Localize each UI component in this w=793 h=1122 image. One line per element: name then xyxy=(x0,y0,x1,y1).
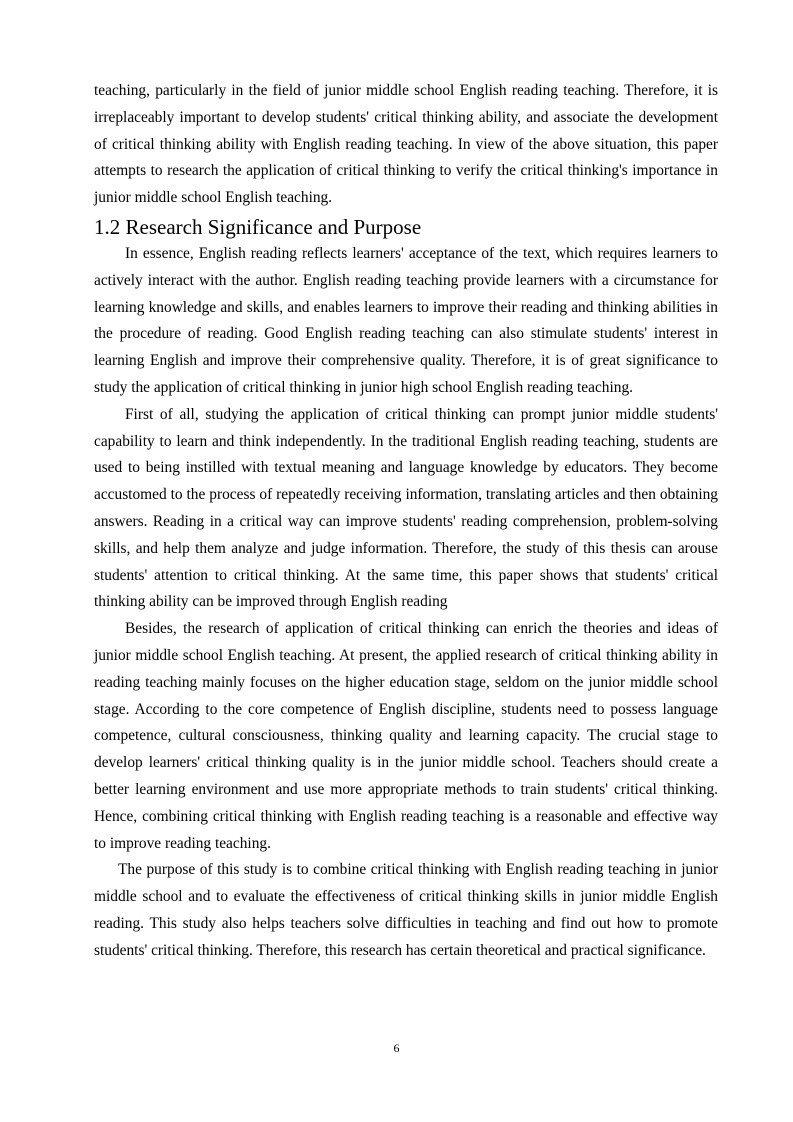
body-paragraph-2: First of all, studying the application of critical thinking can prompt junior middle students' capability to learn and think independently. In the traditional English reading teaching, students are used to being instilled with textual meaning and language knowledge by educators. They become accustomed to the process of repeatedly receiving information, translating articles and then obtaining answers. Reading in a critical way can improve students' reading comprehension, problem-solving skills, and help them analyze and judge information. Therefore, the study of this thesis can arouse students' attention to critical thinking. At the same time, this paper shows that students' critical thinking ability can be improved through English reading xyxy=(94,405,718,611)
body-paragraph-4: The purpose of this study is to combine critical thinking with English reading teaching in junior middle school and to evaluate the effectiveness of critical thinking skills in junior middle English reading. This study also helps teachers solve difficulties in teaching and find out how to promote students' critical thinking. Therefore, this research has certain theoretical and practical significance. xyxy=(94,861,718,959)
body-paragraph-3: Besides, the research of application of critical thinking can enrich the theories and ideas of junior middle school English teaching. At present, the applied research of critical thinking ability in reading teaching mainly focuses on the higher education stage, seldom on the junior middle school stage. According to the core competence of English discipline, students need to possess language competence, cultural consciousness, thinking quality and learning capacity. The crucial stage to develop learners' critical thinking quality is in the junior middle school. Teachers should create a better learning environment and use more appropriate methods to train students' critical thinking. Hence, combining critical thinking with English reading teaching is a reasonable and effective way to improve reading teaching. xyxy=(94,620,718,852)
page-number: 6 xyxy=(393,1041,400,1055)
continued-paragraph: teaching, particularly in the field of junior middle school English reading teaching. Therefore, it is irreplaceably important to develop students' critical thinking ability, and associate the development of critical thinking ability with English reading teaching. In view of the above situation, this paper attempts to research the application of critical thinking to verify the critical thinking's importance in junior middle school English teaching. xyxy=(94,82,718,207)
section-heading: 1.2 Research Significance and Purpose xyxy=(94,214,422,239)
body-paragraph-1: In essence, English reading reflects learners' acceptance of the text, which requires learners to actively interact with the author. English reading teaching provide learners with a circumstance for learning knowledge and skills, and enables learners to improve their reading and thinking abilities in the procedure of reading. Good English reading teaching can also stimulate students' interest in learning English and improve their comprehensive quality. Therefore, it is of great significance to study the application of critical thinking in junior high school English reading teaching. xyxy=(94,244,718,396)
page-body xyxy=(94,78,718,965)
